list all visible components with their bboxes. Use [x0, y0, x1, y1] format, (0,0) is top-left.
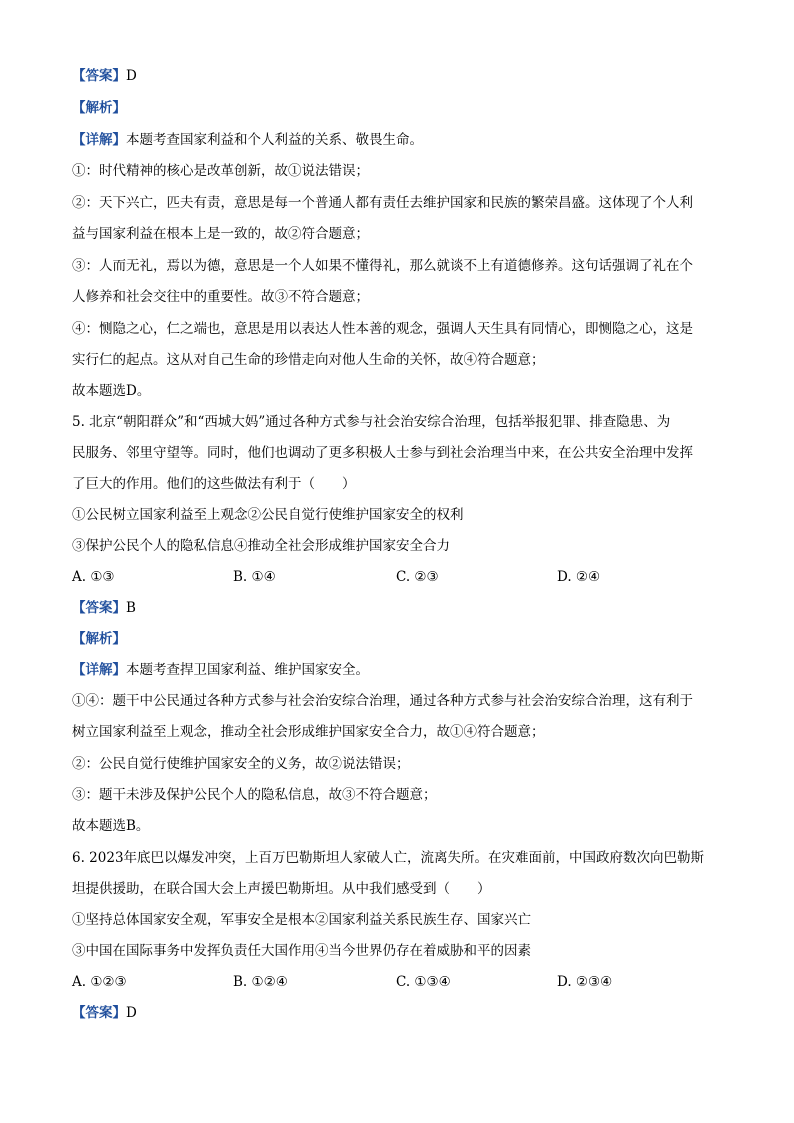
- q4-explanation-line: 实行仁的起点。这从对自己生命的珍惜走向对他人生命的关怀，故④符合题意；: [72, 352, 545, 368]
- q5-answer-line: [72, 598, 136, 618]
- q5-statement-line: ①公民树立国家利益至上观念②公民自觉行使维护国家安全的权利: [72, 507, 464, 523]
- detail-tag: 【详解】: [72, 662, 126, 678]
- q6-statement-line: ①坚持总体国家安全观，军事安全是根本②国家利益关系民族生存、国家兴亡: [72, 912, 531, 928]
- q6-option-a: A. ①②③: [72, 974, 127, 990]
- q4-answer-line: [72, 66, 137, 86]
- q5-explanation-line: ②：公民自觉行使维护国家安全的义务，故②说法错误；: [72, 756, 410, 772]
- q5-statement-line: ③保护公民个人的隐私信息④推动全社会形成维护国家安全合力: [72, 538, 450, 554]
- q5-stem-line: 了巨大的作用。他们的这些做法有利于（ ）: [72, 476, 356, 492]
- analysis-tag: 【解析】: [72, 631, 126, 647]
- q5-explanation-line: 树立国家利益至上观念，推动全社会形成维护国家安全合力，故①④符合题意；: [72, 724, 545, 740]
- q4-conclusion-line: 故本题选D。: [72, 383, 151, 399]
- answer-value: D: [126, 1005, 137, 1021]
- q5-detail-line: [72, 660, 369, 680]
- q5-option-b: B. ①④: [233, 569, 276, 585]
- q5-conclusion-line: 故本题选B。: [72, 818, 150, 834]
- q4-explanation-line: 人修养和社会交往中的重要性。故③不符合题意；: [72, 289, 369, 305]
- q5-explanation-line: ③：题干未涉及保护公民个人的隐私信息，故③不符合题意；: [72, 787, 437, 803]
- q5-option-a: A. ①③: [72, 569, 115, 585]
- detail-intro: 本题考查国家利益和个人利益的关系、敬畏生命。: [126, 132, 423, 148]
- answer-value: B: [126, 600, 136, 616]
- q6-option-c: C. ①③④: [396, 974, 451, 990]
- analysis-tag: 【解析】: [72, 100, 126, 116]
- answer-tag: 【答案】: [72, 68, 126, 84]
- q6-stem-line: 6. 2023年底巴以爆发冲突，上百万巴勒斯坦人家破人亡，流离失所。在灾难面前，中国政府数次向巴勒斯: [72, 850, 705, 866]
- q6-stem-line: 坦提供援助，在联合国大会上声援巴勒斯坦。从中我们感受到（ ）: [72, 881, 491, 897]
- q4-analysis-line: [72, 98, 126, 118]
- q5-option-c: C. ②③: [396, 569, 439, 585]
- q5-explanation-line: ①④：题干中公民通过各种方式参与社会治安综合治理，通过各种方式参与社会治安综合治理，这有利于: [72, 693, 693, 709]
- answer-value: D: [126, 68, 137, 84]
- q5-analysis-line: [72, 629, 126, 649]
- q5-stem-line: 5. 北京“朝阳群众”和“西城大妈”通过各种方式参与社会治安综合治理，包括举报犯罪、排查隐患、为: [72, 414, 671, 430]
- q4-explanation-line: ③：人而无礼，焉以为德，意思是一个人如果不懂得礼，那么就谈不上有道德修养。这句话强调了礼在个: [72, 258, 693, 274]
- q6-option-d: D. ②③④: [557, 974, 613, 990]
- detail-intro: 本题考查捍卫国家利益、维护国家安全。: [126, 662, 369, 678]
- q5-option-d: D. ②④: [557, 569, 601, 585]
- q6-statement-line: ③中国在国际事务中发挥负责任大国作用④当今世界仍存在着威胁和平的因素: [72, 943, 531, 959]
- detail-tag: 【详解】: [72, 132, 126, 148]
- q6-option-b: B. ①②④: [233, 974, 288, 990]
- q4-explanation-line: ④：恻隐之心，仁之端也，意思是用以表达人性本善的观念，强调人天生具有同情心，即恻隐之心，这是: [72, 321, 693, 337]
- answer-tag: 【答案】: [72, 600, 126, 616]
- q5-stem-line: 民服务、邻里守望等。同时，他们也调动了更多积极人士参与到社会治理当中来，在公共安全治理中发挥: [72, 445, 693, 461]
- q4-detail-line: [72, 130, 423, 150]
- q4-explanation-line: ②：天下兴亡，匹夫有责，意思是每一个普通人都有责任去维护国家和民族的繁荣昌盛。这体现了个人利: [72, 195, 693, 211]
- q6-answer-line: [72, 1003, 137, 1023]
- q4-explanation-line: 益与国家利益在根本上是一致的，故②符合题意；: [72, 226, 369, 242]
- q4-explanation-line: ①：时代精神的核心是改革创新，故①说法错误；: [72, 163, 369, 179]
- answer-tag: 【答案】: [72, 1005, 126, 1021]
